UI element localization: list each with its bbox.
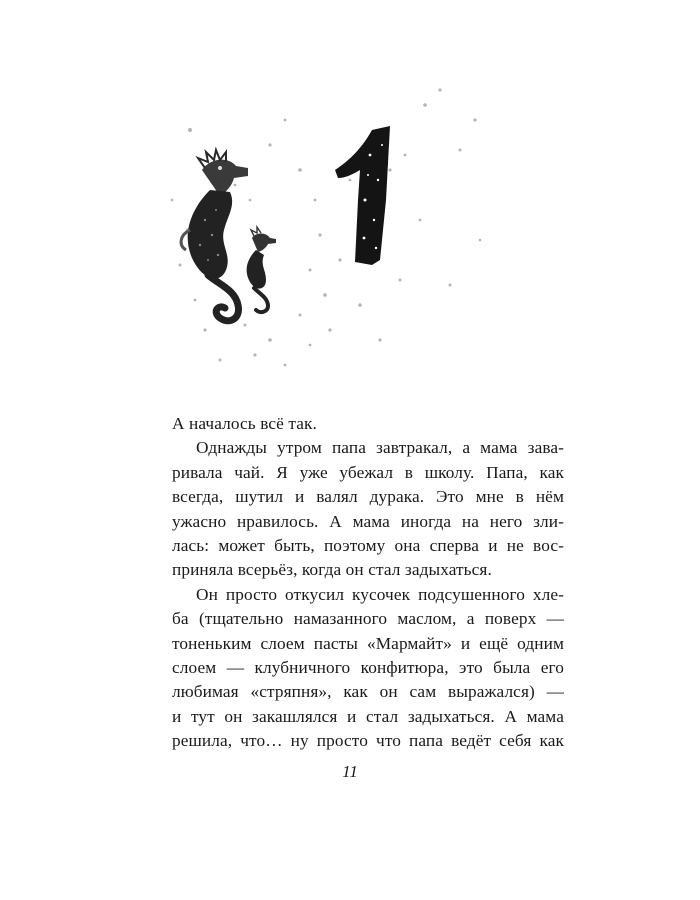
text-line: решила, что… ну просто что папа ведёт себя как [172, 731, 564, 751]
text-line: слоем — клубничного конфитюра, это была его [172, 657, 564, 677]
seahorse-large-icon [181, 150, 248, 321]
text-line: любимая «стряпня», как он сам выражался) — [172, 682, 564, 702]
page-number: 11 [342, 762, 358, 781]
text-line: Он просто откусил кусочек подсушенного хле- [196, 584, 564, 604]
chapter-illustration [150, 60, 550, 380]
text-line: ба (тщательно намазанного маслом, а поверх — [172, 609, 564, 629]
text-line: ужасно нравилось. А мама иногда на него зли- [172, 511, 564, 531]
text-line: лась: может быть, поэтому она сперва и не вос- [172, 535, 564, 555]
text-line: всегда, шутил и валял дурака. Это мне в нём [172, 487, 564, 507]
text-line: тоненьким слоем пасты «Мармайт» и ещё одним [172, 633, 564, 653]
text-line: приняла всерьёз, когда он стал задыхаться. [172, 560, 492, 580]
text-line: Однажды утром папа завтракал, а мама зава- [196, 438, 564, 458]
chapter-illustration-svg [150, 60, 550, 380]
text-line: А началось всё так. [172, 414, 317, 433]
body-text [172, 412, 564, 753]
text-line: ривала чай. Я уже убежал в школу. Папа, как [172, 462, 564, 482]
seahorse-small-icon [247, 227, 276, 312]
text-line: и тут он закашлялся и стал задыхаться. А мама [172, 706, 564, 726]
